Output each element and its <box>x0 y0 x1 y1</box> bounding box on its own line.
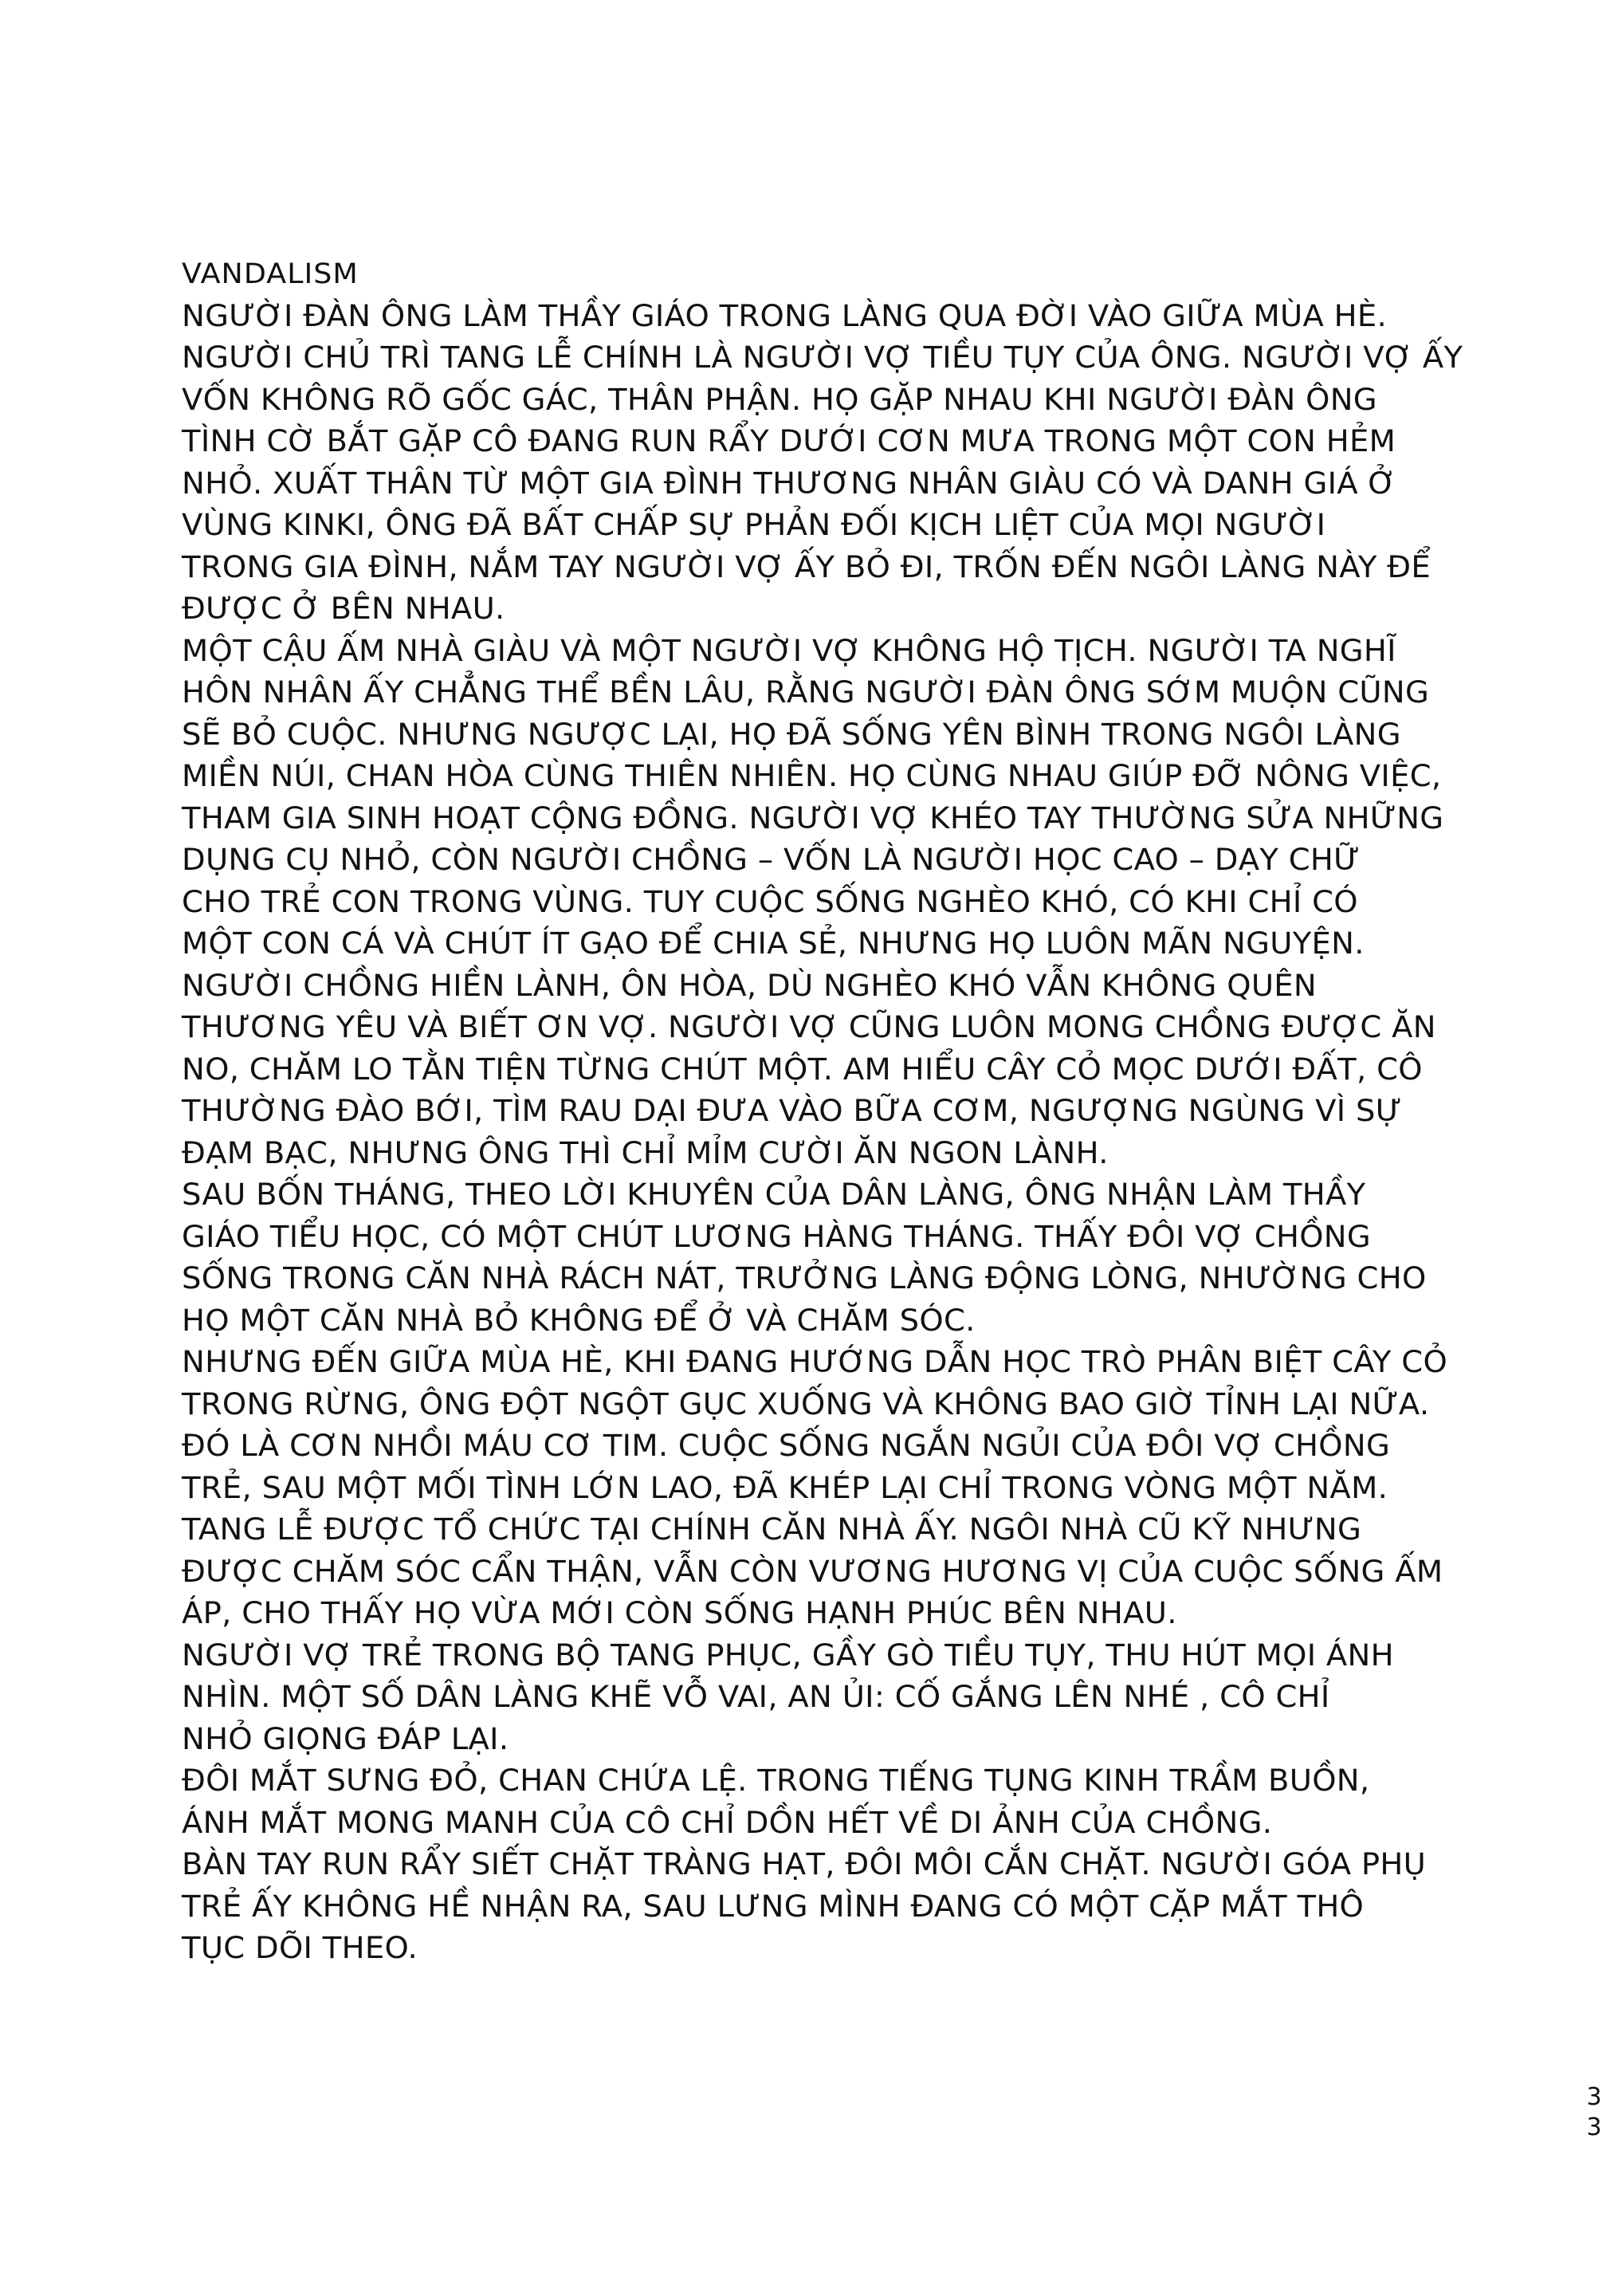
text-line: NHỎ GIỌNG ĐÁP LẠI. <box>182 1721 509 1756</box>
text-line: ĐƯỢC Ở BÊN NHAU. <box>182 592 505 626</box>
text-line: TÌNH CỜ BẮT GẶP CÔ ĐANG RUN RẨY DƯỚI CƠN MƯA TRONG MỘT CON HẺM <box>182 424 1396 458</box>
text-line: SỐNG TRONG CĂN NHÀ RÁCH NÁT, TRƯỞNG LÀNG ĐỘNG LÒNG, NHƯỜNG CHO <box>182 1261 1427 1295</box>
text-line: ÁNH MẮT MONG MANH CỦA CÔ CHỈ DỒN HẾT VỀ DI ẢNH CỦA CHỒNG. <box>182 1805 1273 1840</box>
text-line: NGƯỜI CHỦ TRÌ TANG LỄ CHÍNH LÀ NGƯỜI VỢ TIỀU TỤY CỦA ÔNG. NGƯỜI VỢ ẤY <box>182 340 1463 375</box>
text-line: HÔN NHÂN ẤY CHẲNG THỂ BỀN LÂU, RẰNG NGƯỜI ĐÀN ÔNG SỚM MUỘN CŨNG <box>182 675 1430 710</box>
text-line: HỌ MỘT CĂN NHÀ BỎ KHÔNG ĐỂ Ở VÀ CHĂM SÓC. <box>182 1303 976 1338</box>
text-line: MỘT CON CÁ VÀ CHÚT ÍT GẠO ĐỂ CHIA SẺ, NHƯNG HỌ LUÔN MÃN NGUYỆN. <box>182 926 1365 961</box>
text-line: THAM GIA SINH HOẠT CỘNG ĐỒNG. NGƯỜI VỢ KHÉO TAY THƯỜNG SỬA NHỮNG <box>182 800 1444 835</box>
text-line: ĐÔI MẮT SƯNG ĐỎ, CHAN CHỨA LỆ. TRONG TIẾNG TỤNG KINH TRẦM BUỒN, <box>182 1763 1370 1798</box>
text-line: ÁP, CHO THẤY HỌ VỪA MỚI CÒN SỐNG HẠNH PHÚC BÊN NHAU. <box>182 1596 1177 1630</box>
text-line: VÙNG KINKI, ÔNG ĐÃ BẤT CHẤP SỰ PHẢN ĐỐI KỊCH LIỆT CỦA MỌI NGƯỜI <box>182 508 1326 542</box>
text-line: NHÌN. MỘT SỐ DÂN LÀNG KHẼ VỖ VAI, AN ỦI: CỐ GẮNG LÊN NHÉ , CÔ CHỈ <box>182 1680 1330 1714</box>
text-line: ĐÓ LÀ CƠN NHỒI MÁU CƠ TIM. CUỘC SỐNG NGẮN NGỦI CỦA ĐÔI VỢ CHỒNG <box>182 1429 1391 1463</box>
text-line: NGƯỜI VỢ TRẺ TRONG BỘ TANG PHỤC, GẦY GÒ TIỀU TỤY, THU HÚT MỌI ÁNH <box>182 1637 1394 1673</box>
page-number: 33 <box>1586 2083 1602 2141</box>
text-line: NGƯỜI ĐÀN ÔNG LÀM THẦY GIÁO TRONG LÀNG QUA ĐỜI VÀO GIỮA MÙA HÈ. <box>182 298 1388 333</box>
text-line: TRONG RỪNG, ÔNG ĐỘT NGỘT GỤC XUỐNG VÀ KHÔNG BAO GIỜ TỈNH LẠI NỮA. <box>182 1386 1430 1421</box>
text-line: NHỎ. XUẤT THÂN TỪ MỘT GIA ĐÌNH THƯƠNG NHÂN GIÀU CÓ VÀ DANH GIÁ Ở <box>182 466 1396 501</box>
text-line: MỘT CẬU ẤM NHÀ GIÀU VÀ MỘT NGƯỜI VỢ KHÔNG HỘ TỊCH. NGƯỜI TA NGHĨ <box>182 633 1396 668</box>
text-line: NGƯỜI CHỒNG HIỀN LÀNH, ÔN HÒA, DÙ NGHÈO KHÓ VẪN KHÔNG QUÊN <box>182 968 1318 1003</box>
text-line: TRONG GIA ĐÌNH, NẮM TAY NGƯỜI VỢ ẤY BỎ ĐI, TRỐN ĐẾN NGÔI LÀNG NÀY ĐỂ <box>182 549 1431 584</box>
text-line: SAU BỐN THÁNG, THEO LỜI KHUYÊN CỦA DÂN LÀNG, ÔNG NHẬN LÀM THẦY <box>182 1177 1366 1212</box>
text-line: TRẺ ẤY KHÔNG HỀ NHẬN RA, SAU LƯNG MÌNH ĐANG CÓ MỘT CẶP MẮT THÔ <box>182 1889 1365 1924</box>
text-line: SẼ BỎ CUỘC. NHƯNG NGƯỢC LẠI, HỌ ĐÃ SỐNG YÊN BÌNH TRONG NGÔI LÀNG <box>182 717 1401 752</box>
text-line: BÀN TAY RUN RẨY SIẾT CHẶT TRÀNG HẠT, ĐÔI MÔI CẮN CHẶT. NGƯỜI GÓA PHỤ <box>182 1847 1427 1881</box>
text-line: NHƯNG ĐẾN GIỮA MÙA HÈ, KHI ĐANG HƯỚNG DẪN HỌC TRÒ PHÂN BIỆT CÂY CỎ <box>182 1345 1448 1379</box>
text-line: CHO TRẺ CON TRONG VÙNG. TUY CUỘC SỐNG NGHÈO KHÓ, CÓ KHI CHỈ CÓ <box>182 884 1358 919</box>
text-line: TỤC DÕI THEO. <box>182 1931 418 1965</box>
text-line: TANG LỄ ĐƯỢC TỔ CHỨC TẠI CHÍNH CĂN NHÀ ẤY. NGÔI NHÀ CŨ KỸ NHƯNG <box>182 1512 1362 1547</box>
text-line: ĐẠM BẠC, NHƯNG ÔNG THÌ CHỈ MỈM CƯỜI ĂN NGON LÀNH. <box>182 1135 1109 1170</box>
body-text <box>182 254 1473 1970</box>
text-line: ĐƯỢC CHĂM SÓC CẨN THẬN, VẪN CÒN VƯƠNG HƯƠNG VỊ CỦA CUỘC SỐNG ẤM <box>182 1554 1443 1589</box>
text-line: VỐN KHÔNG RÕ GỐC GÁC, THÂN PHẬN. HỌ GẶP NHAU KHI NGƯỜI ĐÀN ÔNG <box>182 382 1377 417</box>
text-line: DỤNG CỤ NHỎ, CÒN NGƯỜI CHỒNG – VỐN LÀ NGƯỜI HỌC CAO – DẠY CHỮ <box>182 843 1361 877</box>
text-line: GIÁO TIỂU HỌC, CÓ MỘT CHÚT LƯƠNG HÀNG THÁNG. THẤY ĐÔI VỢ CHỒNG <box>182 1219 1372 1254</box>
text-line: NO, CHĂM LO TẰN TIỆN TỪNG CHÚT MỘT. AM HIỂU CÂY CỎ MỌC DƯỚI ĐẤT, CÔ <box>182 1052 1423 1087</box>
text-line: THƯƠNG YÊU VÀ BIẾT ƠN VỢ. NGƯỜI VỢ CŨNG LUÔN MONG CHỒNG ĐƯỢC ĂN <box>182 1010 1436 1044</box>
text-line: THƯỜNG ĐÀO BỚI, TÌM RAU DẠI ĐƯA VÀO BỮA CƠM, NGƯỢNG NGÙNG VÌ SỰ <box>182 1094 1403 1128</box>
document-title: VANDALISM <box>182 258 359 290</box>
text-line: MIỀN NÚI, CHAN HÒA CÙNG THIÊN NHIÊN. HỌ CÙNG NHAU GIÚP ĐỠ NÔNG VIỆC, <box>182 759 1442 793</box>
text-line: TRẺ, SAU MỘT MỐI TÌNH LỚN LAO, ĐÃ KHÉP LẠI CHỈ TRONG VÒNG MỘT NĂM. <box>182 1470 1388 1505</box>
